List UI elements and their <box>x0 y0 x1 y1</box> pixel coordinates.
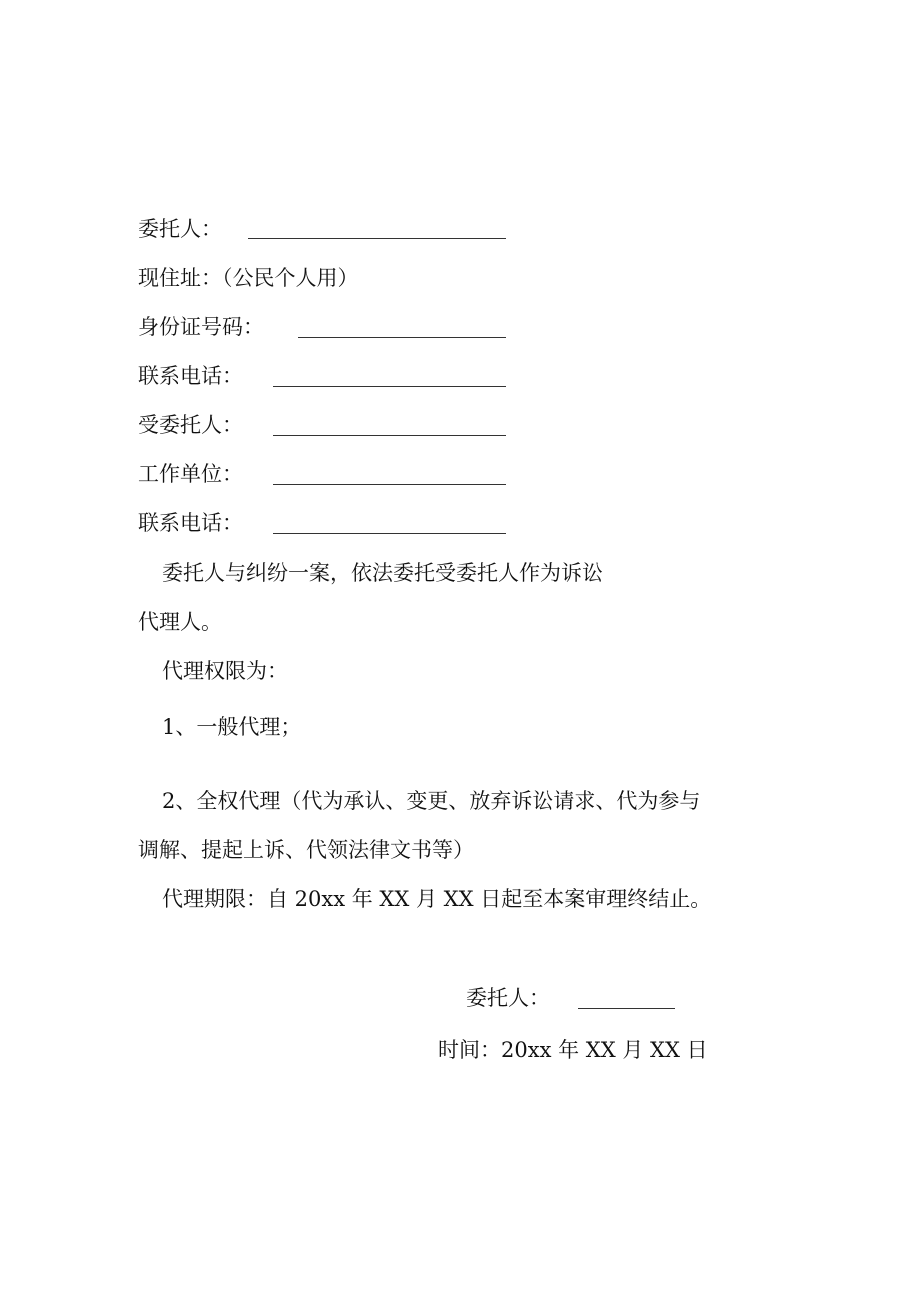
address-label: 现住址：（公民个人用） <box>138 266 359 290</box>
term-line: 代理期限：自 20xx 年 XX 月 XX 日起至本案审理终结止。 <box>162 887 712 911</box>
phone-blank-agent[interactable] <box>273 533 506 534</box>
id-number-blank[interactable] <box>298 337 506 338</box>
entrust-paragraph-line-1: 委托人与纠纷一案，依法委托受委托人作为诉讼 <box>162 561 603 585</box>
phone-blank-principal[interactable] <box>273 386 506 387</box>
authority-item-1: 1、一般代理； <box>162 715 302 739</box>
work-unit-blank[interactable] <box>273 484 506 485</box>
signature-blank[interactable] <box>578 1008 675 1009</box>
id-number-label: 身份证号码： <box>138 315 264 339</box>
principal-blank[interactable] <box>248 238 506 239</box>
work-unit-label: 工作单位： <box>138 462 243 486</box>
signature-principal-label: 委托人： <box>466 986 550 1010</box>
entrust-paragraph-line-2: 代理人。 <box>138 610 222 634</box>
principal-label: 委托人： <box>138 217 222 241</box>
authority-item-2-line-2: 调解、提起上诉、代领法律文书等） <box>138 838 474 862</box>
phone-label-principal: 联系电话： <box>138 364 243 388</box>
authority-item-2-line-1: 2、全权代理（代为承认、变更、放弃诉讼请求、代为参与 <box>162 789 701 813</box>
signature-date: 时间：20xx 年 XX 月 XX 日 <box>438 1038 708 1062</box>
agent-blank[interactable] <box>273 435 506 436</box>
agent-label: 受委托人： <box>138 413 243 437</box>
authority-heading: 代理权限为： <box>162 659 288 683</box>
phone-label-agent: 联系电话： <box>138 511 243 535</box>
